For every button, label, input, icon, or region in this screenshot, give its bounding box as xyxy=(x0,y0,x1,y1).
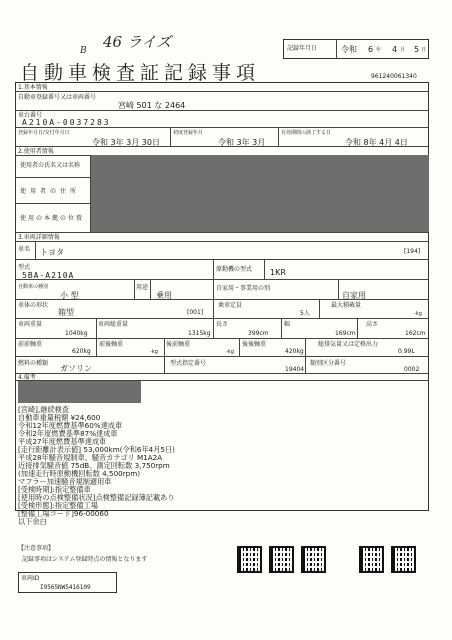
capacity-value: 5人 xyxy=(300,310,310,317)
vehicle-kind-value: 小 型 xyxy=(60,291,79,300)
remark-line: (加速走行時原動機回転数 4,500rpm) xyxy=(18,469,141,478)
qr-code-icon xyxy=(237,546,262,573)
maker-code: [194] xyxy=(404,248,421,255)
section1-heading: 1.基本情報 xyxy=(18,84,48,91)
first-year-label: 初度登録年月 xyxy=(173,130,204,136)
gross-weight-value: 1315kg xyxy=(188,330,211,337)
rear-front-axle-value: -kg xyxy=(226,349,234,355)
rear-rear-axle-label: 後後軸重 xyxy=(242,341,267,348)
category-number-value: 0002 xyxy=(404,366,420,373)
section4-heading: 4.備考 xyxy=(18,374,36,381)
record-date-era: 令和 xyxy=(341,45,357,54)
remark-line: 令和12年度燃費基準60%達成車 xyxy=(18,421,123,430)
record-date-year-unit: 年 xyxy=(376,47,382,53)
height-value: 162cm xyxy=(405,330,426,337)
use-value: 乗用 xyxy=(156,291,172,300)
remark-line: [受検時期]:指定整備車 xyxy=(18,485,91,494)
notice-text: 記録事項はシステム登録時点の情報となります xyxy=(22,556,148,563)
first-reg-value: 令和 3年 3月 30日 xyxy=(92,138,160,147)
record-date-year: 6 xyxy=(368,45,374,54)
displacement-label: 総排気量又は定格出力 xyxy=(318,341,379,348)
record-date-day-unit: 日 xyxy=(421,47,427,53)
notice-heading: 【注意事項】 xyxy=(18,545,55,552)
record-date-label: 記録年月日 xyxy=(287,45,318,52)
remarks-list xyxy=(18,406,175,526)
length-value: 399cm xyxy=(248,330,269,337)
remark-line: [受検形態]:指定整備工場 xyxy=(18,501,98,510)
vehicle-id-label: 車両ID xyxy=(21,575,40,582)
remark-line: [整備工場コード]96-00060 xyxy=(18,509,109,518)
capacity-label: 乗車定員 xyxy=(218,302,243,309)
model-value: 5BA-A210A xyxy=(22,271,75,280)
handwritten-note: 46 ライズ xyxy=(103,33,172,51)
gross-weight-label: 車両総重量 xyxy=(98,321,129,328)
record-date-day: 5 xyxy=(414,45,420,54)
first-reg-label: 登録年月日/交付年月日 xyxy=(18,130,70,136)
max-load-label: 最大積載量 xyxy=(331,302,362,309)
user-name-label: 使用者の氏名又は名称 xyxy=(20,162,81,169)
remark-line: 以下余白 xyxy=(18,517,47,526)
height-label: 高さ xyxy=(366,321,379,328)
maker-label: 車名 xyxy=(18,246,31,253)
use-label: 用途 xyxy=(136,284,149,291)
rear-front-axle-label: 後前軸重 xyxy=(166,341,191,348)
remark-line: 近接排気騒音値 75dB、測定回転数 3,750rpm xyxy=(18,461,170,470)
model-label: 型式 xyxy=(18,264,31,271)
body-shape-code: [001] xyxy=(187,309,204,316)
maker-value: トヨタ xyxy=(40,248,64,257)
weight-label: 車両重量 xyxy=(18,321,43,328)
width-label: 幅 xyxy=(284,321,291,328)
displacement-value: 0.99L xyxy=(398,348,415,355)
front-front-axle-label: 前前軸重 xyxy=(18,341,43,348)
redacted-user-info xyxy=(91,155,429,232)
weight-value: 1040kg xyxy=(65,330,88,337)
reg-number-value: 宮崎 501 な 2464 xyxy=(118,101,186,110)
front-rear-axle-label: 前後軸重 xyxy=(99,341,124,348)
record-date-month-unit: 月 xyxy=(400,47,406,53)
fuel-label: 燃料の種類 xyxy=(18,360,49,367)
remark-line: 自動車重量税額 ¥24,600 xyxy=(18,413,101,422)
page-title: 自動車検査証記録事項 xyxy=(20,62,261,84)
remark-line: [走行距離計表示値] 53,000km(令和6年4月5日) xyxy=(18,445,175,454)
section2-heading: 2.使用者情報 xyxy=(18,148,54,155)
expiry-value: 令和 8年 4月 4日 xyxy=(345,138,408,147)
remark-line: [宮崎],継続検査 xyxy=(18,405,70,414)
user-address-label: 使用者の住所 xyxy=(20,188,81,195)
body-shape-value: 箱型 xyxy=(58,308,74,317)
fuel-value: ガソリン xyxy=(60,364,92,373)
private-business-value: 自家用 xyxy=(342,291,366,300)
chassis-value: A210A-0037283 xyxy=(22,118,111,127)
qr-code-icon xyxy=(391,546,416,573)
base-location-label: 使用の本拠の位置 xyxy=(20,215,85,222)
remark-line: 平成27年度燃費基準達成車 xyxy=(18,437,107,446)
engine-value: 1KR xyxy=(270,268,286,277)
width-value: 169cm xyxy=(335,330,356,337)
type-number-label: 型式指定番号 xyxy=(170,360,207,367)
reg-number-label: 自動車登録番号又は車両番号 xyxy=(18,94,97,101)
type-number-value: 19404 xyxy=(285,366,305,373)
length-label: 長さ xyxy=(216,321,229,328)
front-front-axle-value: 620kg xyxy=(72,348,91,355)
front-rear-axle-value: -kg xyxy=(150,349,158,355)
remark-line: 平成28年騒音規制車、騒音カテゴリ M1A2A xyxy=(18,453,163,462)
body-shape-label: 車体の形状 xyxy=(18,302,49,309)
document-number: 961240061340 xyxy=(371,73,417,80)
vehicle-id-value: I9565NW5416109 xyxy=(40,584,91,591)
qr-code-icon xyxy=(301,546,326,573)
category-number-label: 類別区分番号 xyxy=(310,360,347,367)
engine-label: 原動機の型式 xyxy=(216,266,253,273)
remark-line: マフラー加速騒音規制適用車 xyxy=(18,477,112,486)
first-year-value: 令和 3年 3月 xyxy=(218,138,266,147)
qr-code-icon xyxy=(269,546,294,573)
private-business-label: 自家用・事業用の別 xyxy=(216,285,271,292)
handwritten-mark: B xyxy=(80,46,87,56)
remark-line: 令和2年度燃費基準87%達成車 xyxy=(18,429,118,438)
chassis-label: 車台番号 xyxy=(18,112,43,119)
max-load-value: -kg xyxy=(414,311,422,317)
rear-rear-axle-value: 420kg xyxy=(285,348,304,355)
remark-line: [使用時の点検整備状況]点検整備記録簿記載あり xyxy=(18,493,175,502)
record-date-month: 4 xyxy=(392,45,398,54)
redacted-remark xyxy=(18,381,141,403)
section3-heading: 3.車両詳細情報 xyxy=(18,234,60,241)
vehicle-kind-label: 自動車の種別 xyxy=(18,284,49,290)
expiry-label: 有効期間の満了する日 xyxy=(281,130,332,136)
qr-code-icon xyxy=(359,546,384,573)
